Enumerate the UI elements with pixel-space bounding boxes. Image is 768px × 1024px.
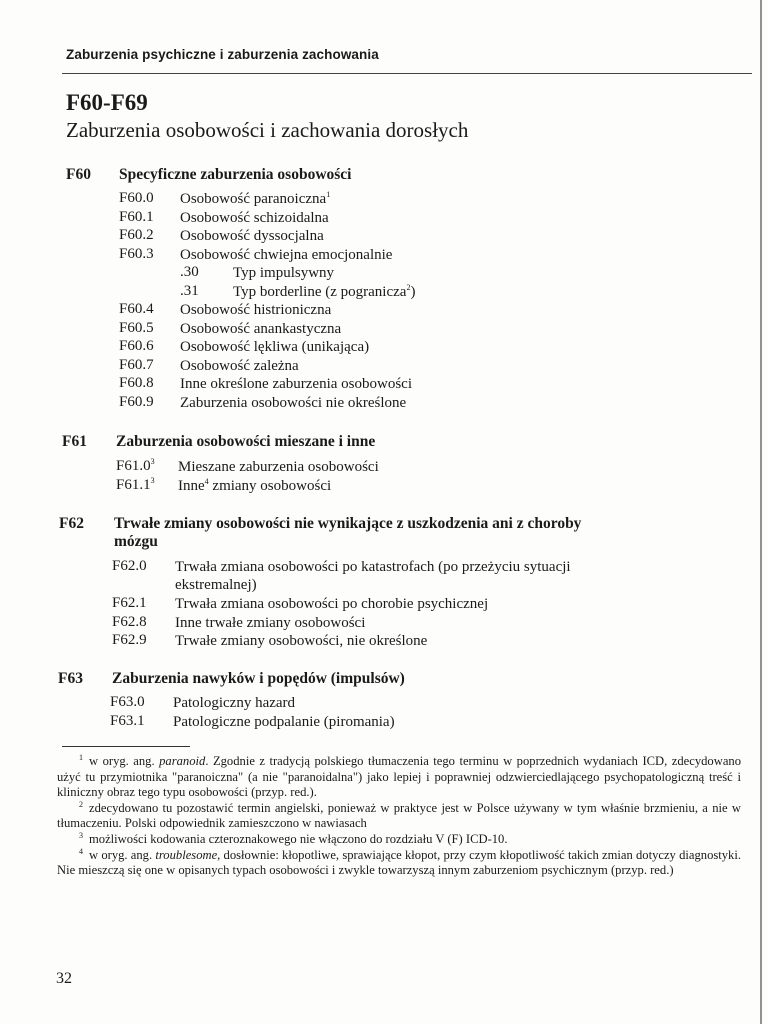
- category-code: F60: [66, 166, 91, 183]
- subcategory-title: Osobowość paranoiczna$^1$: [180, 190, 331, 207]
- subcategory-title: Osobowość chwiejna emocjonalnie: [180, 246, 393, 263]
- page-number: 32: [56, 970, 72, 987]
- footnote-ref: 3: [150, 476, 155, 485]
- subcategory-code: F60.8: [119, 375, 154, 391]
- footnotes: [57, 754, 741, 879]
- category-title: Zaburzenia nawyków i popędów (impulsów): [112, 670, 405, 687]
- category-code: F63: [58, 670, 83, 687]
- subcategory-code: F60.9: [119, 393, 154, 410]
- footnote-mark: 3: [79, 830, 83, 840]
- footnote-mark: 4: [79, 846, 83, 856]
- subcategory-title-continued: ekstremalnej): [175, 577, 257, 593]
- subcategory-title: Patologiczne podpalanie (piromania): [173, 714, 395, 730]
- page-edge-shadow: [760, 0, 762, 1024]
- footnote: $^4$ w oryg. ang. troublesome, dosłownie: kłopotliwe, sprawiające kłopot, przy czym kłopotliwość takich zmian dotyczy diagnostyki. Nie mieszczą się one w opisanych typach osobowości i zwykle towarzyszą innym zaburzeniom psychicznym (przyp. red.): [57, 846, 742, 878]
- subcategory-title: Osobowość dyssocjalna: [180, 228, 324, 244]
- category-title: Specyficzne zaburzenia osobowości: [119, 166, 352, 183]
- subtype-title: Typ borderline (z pogranicza$^2$): [233, 282, 416, 300]
- subcategory-code: F61.1$^3$: [116, 476, 155, 493]
- category-title-continued: mózgu: [114, 533, 158, 550]
- subcategory-code: F60.4: [119, 301, 154, 317]
- subcategory-title: Osobowość anankastyczna: [180, 320, 342, 337]
- subcategory-code: F60.6: [119, 338, 154, 354]
- subcategory-title: Trwała zmiana osobowości po katastrofach (po przeżyciu sytuacji: [175, 559, 571, 575]
- footnote-ref: 1: [326, 190, 331, 199]
- subcategory-code: F62.1: [112, 595, 147, 611]
- subcategory-code: F63.0: [110, 694, 145, 710]
- section-title: Zaburzenia osobowości i zachowania dorosłych: [66, 118, 469, 142]
- category-title: Trwałe zmiany osobowości nie wynikające z uszkodzenia ani z choroby: [114, 515, 582, 532]
- subcategory-code: F61.0$^3$: [116, 457, 155, 474]
- subcategory-code: F60.3: [119, 245, 154, 262]
- subcategory-title: Patologiczny hazard: [173, 695, 296, 711]
- footnote: $^2$ zdecydowano tu pozostawić termin angielski, ponieważ w praktyce jest w Polsce używany w tym właśnie brzmieniu, a nie w tłumaczeniu. Polski odpowiednik zamieszczono w nawiasach: [57, 799, 741, 831]
- category-code: F62: [59, 515, 84, 532]
- subcategory-code: F63.1: [110, 713, 145, 729]
- subcategory-title: Zaburzenia osobowości nie określone: [180, 394, 407, 411]
- subtype-title: Typ impulsywny: [233, 265, 335, 281]
- subcategory-title: Mieszane zaburzenia osobowości: [178, 459, 379, 475]
- footnote: $^1$ w oryg. ang. paranoid. Zgodnie z tradycją polskiego tłumaczenia tego terminu w poprzednich wydaniach ICD, zdecydowano użyć tu przymiotnika "paranoiczna" (a nie "paranoidalna") jako lepiej i poprawniej odzwierciedlającego psychopatologiczną treść i kliniczny obraz tego typu osobowości (przyp. red.).: [57, 753, 742, 800]
- category-title: Zaburzenia osobowości mieszane i inne: [116, 433, 376, 450]
- subcategory-title: Osobowość zależna: [180, 357, 299, 374]
- footnote-rule: [62, 746, 190, 747]
- section-range-code: F60-F69: [66, 90, 148, 115]
- subcategory-title: Osobowość schizoidalna: [180, 209, 329, 226]
- footnote-ref: 4: [204, 477, 209, 486]
- subcategory-code: F60.7: [119, 356, 154, 373]
- subcategory-title: Osobowość lękliwa (unikająca): [180, 339, 370, 355]
- footnote: $^3$ możliwości kodowania czteroznakowego nie włączono do rozdziału V (F) ICD-10.: [79, 830, 508, 846]
- subcategory-code: F62.0: [112, 558, 147, 574]
- subcategory-code: F60.5: [119, 319, 154, 336]
- subtype-code: .31: [180, 282, 199, 299]
- header-rule: [62, 73, 752, 74]
- category-code: F61: [62, 433, 87, 450]
- subcategory-code: F60.1: [119, 208, 154, 225]
- subcategory-title: Osobowość histrioniczna: [180, 302, 332, 318]
- subcategory-code: F62.8: [112, 613, 147, 630]
- footnote-mark: 1: [79, 753, 83, 762]
- subcategory-title: Trwała zmiana osobowości po chorobie psychicznej: [175, 596, 489, 612]
- subcategory-code: F60.2: [119, 227, 154, 243]
- subcategory-code: F62.9: [112, 632, 147, 648]
- footnote-ref: 2: [406, 282, 411, 292]
- subcategory-title: Inne trwałe zmiany osobowości: [175, 614, 366, 631]
- footnote-ref: 3: [150, 457, 155, 466]
- footnote-mark: 2: [79, 799, 83, 809]
- running-header: Zaburzenia psychiczne i zaburzenia zachowania: [66, 47, 379, 62]
- subcategory-title: Inne$^4$ zmiany osobowości: [178, 477, 332, 494]
- subcategory-title: Inne określone zaburzenia osobowości: [180, 376, 413, 392]
- subcategory-title: Trwałe zmiany osobowości, nie określone: [175, 633, 428, 649]
- subtype-code: .30: [180, 264, 199, 280]
- subcategory-code: F60.0: [119, 190, 154, 206]
